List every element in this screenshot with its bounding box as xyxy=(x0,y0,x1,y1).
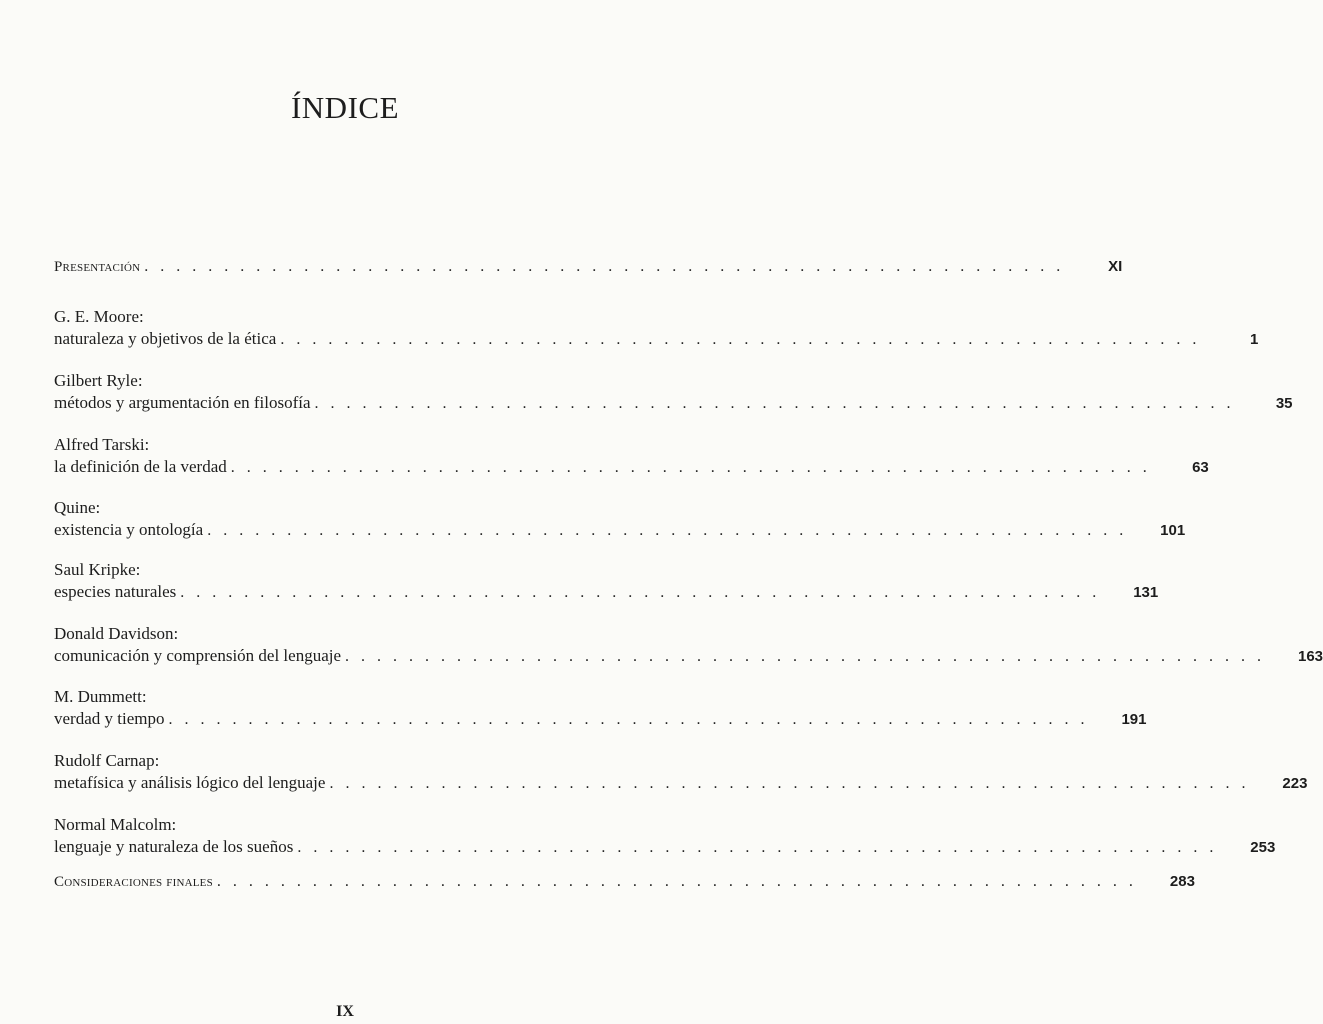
toc-entry-author: Gilbert Ryle: xyxy=(54,371,143,390)
dot-leader: . . . . . . . . . . . . . . . . . . . . . . . . . . . . . . . . . . . . . . . . . . . . . . . . . . . . . . . . . . xyxy=(216,873,1137,890)
page-title: ÍNDICE xyxy=(290,90,400,125)
toc-page-number: XI xyxy=(1108,258,1123,275)
toc-entry-author: M. Dummett: xyxy=(54,687,147,706)
toc-page-number: 63 xyxy=(1192,459,1209,476)
dot-leader: . . . . . . . . . . . . . . . . . . . . . . . . . . . . . . . . . . . . . . . . . . . . . . . . . . . . . . . . . . xyxy=(297,839,1218,856)
toc-entry-title: Presentación xyxy=(54,259,141,275)
toc-page-number: 1 xyxy=(1249,331,1259,348)
page-folio: IX xyxy=(336,1003,354,1020)
toc-entry-author: Rudolf Carnap: xyxy=(54,751,160,770)
toc-entry-author: Normal Malcolm: xyxy=(54,815,177,834)
dot-leader: . . . . . . . . . . . . . . . . . . . . . . . . . . . . . . . . . . . . . . . . . . . . . . . . . . . . . . . . . . xyxy=(345,648,1266,665)
toc-entry-title: Consideraciones finales xyxy=(54,874,213,890)
toc-line xyxy=(54,581,1159,604)
toc-line xyxy=(54,772,1308,795)
toc-line xyxy=(54,392,1293,415)
dot-leader: . . . . . . . . . . . . . . . . . . . . . . . . . . . . . . . . . . . . . . . . . . . . . . . . . . . . . . . . . . xyxy=(280,331,1201,348)
toc-line xyxy=(54,836,1276,859)
toc-entry-author: Donald Davidson: xyxy=(54,624,179,643)
toc-entry-author: G. E. Moore: xyxy=(54,307,144,326)
toc-entry-dummett[interactable] xyxy=(54,686,1147,731)
toc-entry-title: naturaleza y objetivos de la ética xyxy=(54,329,277,348)
toc-entry-title: lenguaje y naturaleza de los sueños xyxy=(54,837,294,856)
toc-entry-ryle[interactable] xyxy=(54,370,1293,415)
dot-leader: . . . . . . . . . . . . . . . . . . . . . . . . . . . . . . . . . . . . . . . . . . . . . . . . . . . . . . . . . . xyxy=(207,522,1128,539)
toc-entry-title: verdad y tiempo xyxy=(54,709,165,728)
toc-entry-author: Alfred Tarski: xyxy=(54,435,150,454)
toc-line xyxy=(54,519,1186,542)
dot-leader: . . . . . . . . . . . . . . . . . . . . . . . . . . . . . . . . . . . . . . . . . . . . . . . . . . . . . . . . . . xyxy=(314,395,1235,412)
toc-page-number: 253 xyxy=(1250,839,1276,856)
toc-entry-title: comunicación y comprensión del lenguaje xyxy=(54,646,342,665)
dot-leader: . . . . . . . . . . . . . . . . . . . . . . . . . . . . . . . . . . . . . . . . . . . . . . . . . . . . . . . . . . xyxy=(329,775,1250,792)
toc-entry-final-remarks[interactable] xyxy=(54,871,1195,893)
toc-line xyxy=(54,645,1323,668)
toc-entry-author: Saul Kripke: xyxy=(54,560,141,579)
toc-entry-title: existencia y ontología xyxy=(54,520,204,539)
toc-page-number: 223 xyxy=(1282,775,1308,792)
toc-entry-title: especies naturales xyxy=(54,582,177,601)
dot-leader: . . . . . . . . . . . . . . . . . . . . . . . . . . . . . . . . . . . . . . . . . . . . . . . . . . . . . . . . . . xyxy=(230,459,1151,476)
toc-line xyxy=(54,328,1259,351)
toc-entry-author: Quine: xyxy=(54,498,101,517)
dot-leader: . . . . . . . . . . . . . . . . . . . . . . . . . . . . . . . . . . . . . . . . . . . . . . . . . . . . . . . . . . xyxy=(168,711,1089,728)
toc-page-number: 283 xyxy=(1169,873,1195,890)
toc-entry-quine[interactable] xyxy=(54,497,1186,542)
toc-line xyxy=(54,708,1147,731)
toc-page-number: 35 xyxy=(1275,395,1293,412)
toc-page-number: 191 xyxy=(1121,711,1147,728)
toc-entry-title: metafísica y análisis lógico del lenguaje xyxy=(54,773,326,792)
toc-entry-moore[interactable] xyxy=(54,306,1259,351)
toc-entry-title: métodos y argumentación en filosofía xyxy=(54,393,311,412)
toc-page-number: 101 xyxy=(1160,522,1186,539)
toc-page-number: 163 xyxy=(1298,648,1323,665)
toc-line xyxy=(54,456,1209,479)
toc-line xyxy=(54,871,1195,893)
dot-leader: . . . . . . . . . . . . . . . . . . . . . . . . . . . . . . . . . . . . . . . . . . . . . . . . . . . . . . . . . . xyxy=(144,258,1065,275)
toc-page-number: 131 xyxy=(1133,584,1159,601)
toc-entry-tarski[interactable] xyxy=(54,434,1209,479)
dot-leader: . . . . . . . . . . . . . . . . . . . . . . . . . . . . . . . . . . . . . . . . . . . . . . . . . . . . . . . . . . xyxy=(180,584,1101,601)
toc-line xyxy=(54,256,1123,278)
toc-entry-kripke[interactable] xyxy=(54,559,1159,604)
toc-entry-title: la definición de la verdad xyxy=(54,457,227,476)
toc-entry-malcolm[interactable] xyxy=(54,814,1276,859)
toc-entry-carnap[interactable] xyxy=(54,750,1308,795)
toc-entry-davidson[interactable] xyxy=(54,623,1323,668)
toc-entry-presentation[interactable] xyxy=(54,256,1123,278)
